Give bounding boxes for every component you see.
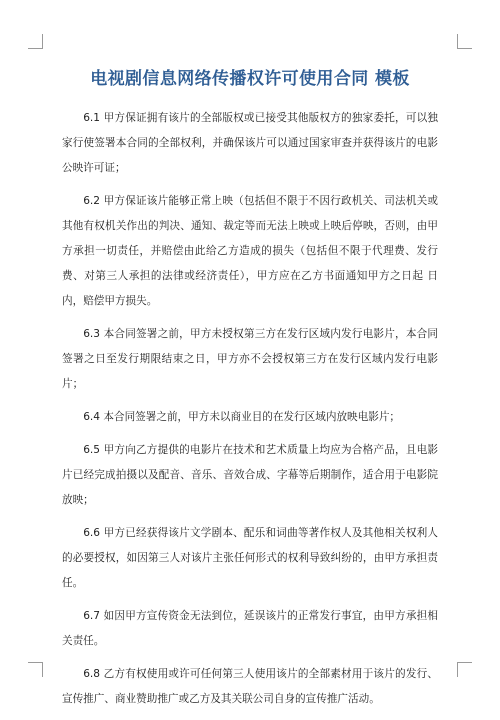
clause-6-8: 6.8 乙方有权使用或许可任何第三人使用该片的全部素材用于该片的发行、宣传推广、商业赞助推广或乙方及其关联公司自身的宣传推广活动。 [62, 668, 438, 705]
clause-6-1: 6.1 甲方保证拥有该片的全部版权或已接受其他版权方的独家委托，可以独家行使签署本合同的全部权利，并确保该片可以通过国家审查并获得该片的电影公映许可证； [62, 112, 438, 174]
clause-6-3: 6.3 本合同签署之前，甲方未授权第三方在发行区域内发行电影片，本合同签署之日至发行期限结束之日，甲方亦不会授权第三方在发行区域内发行电影片； [62, 328, 438, 390]
crop-mark-bottom-right [457, 662, 472, 677]
document-title: 电视剧信息网络传播权许可使用合同 模板 [90, 69, 410, 89]
crop-mark-bottom-left [28, 662, 43, 677]
crop-mark-top-left [28, 34, 43, 49]
clause-6-4: 6.4 本合同签署之前，甲方未以商业目的在发行区域内放映电影片； [83, 411, 401, 423]
clause-6-6: 6.6 甲方已经获得该片文学剧本、配乐和词曲等著作权人及其他相关权利人的必要授权，如因第三人对该片主张任何形式的权利导致纠纷的，由甲方承担责任。 [62, 527, 438, 589]
crop-mark-top-right [457, 34, 472, 49]
document-body [62, 106, 438, 720]
clause-6-7: 6.7 如因甲方宣传资金无法到位，延误该片的正常发行事宜，由甲方承担相关责任。 [62, 610, 438, 647]
clause-6-5: 6.5 甲方向乙方提供的电影片在技术和艺术质量上均应为合格产品，且电影片已经完成拍摄以及配音、音乐、音效合成、字幕等后期制作，适合用于电影院放映； [62, 444, 438, 506]
clause-6-2: 6.2 甲方保证该片能够正常上映（包括但不限于不因行政机关、司法机关或其他有权机关作出的判决、通知、裁定等而无法上映或上映后停映，否则，由甲方承担一切责任，并赔偿由此给乙方造成的损失（包括但不限于代理费、发行费、对第三人承担的法律或经济责任），甲方应在乙方书面通知甲方之日起 日内，赔偿甲方损失。 [62, 195, 438, 307]
